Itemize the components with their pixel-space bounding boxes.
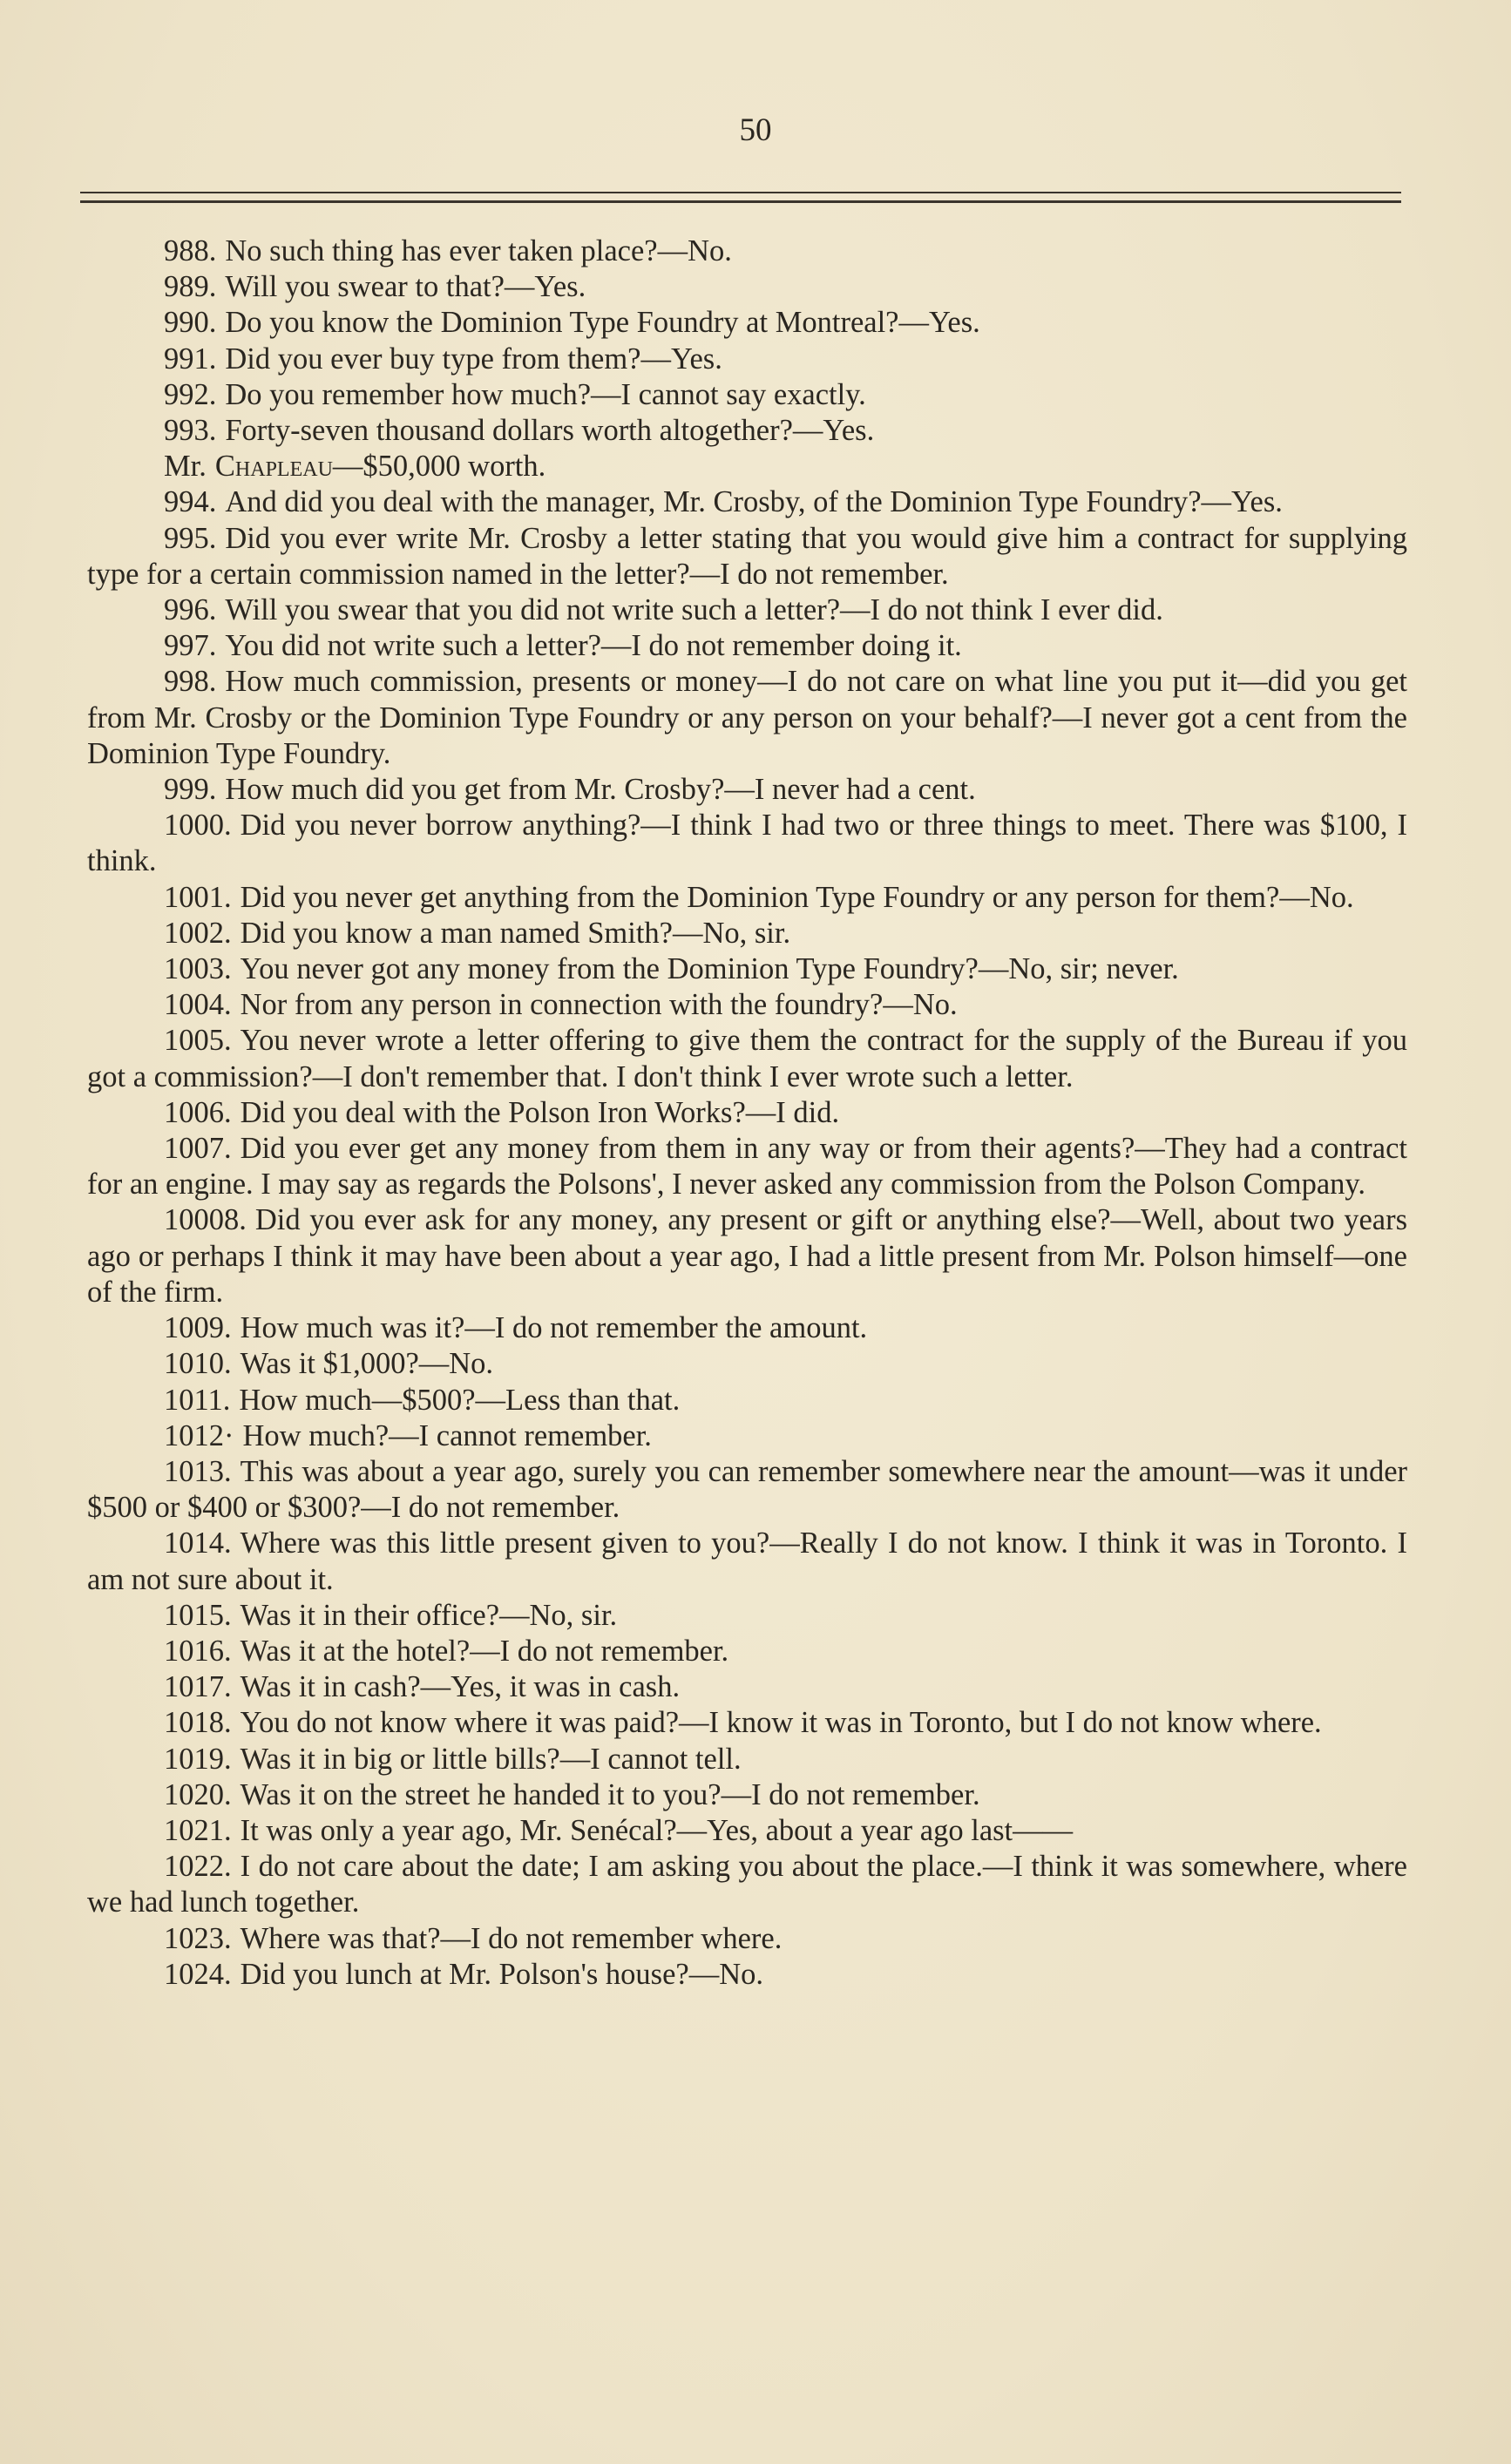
question-answer-text: No such thing has ever taken place?—No. <box>225 234 732 267</box>
testimony-paragraph <box>87 987 1407 1023</box>
testimony-paragraph <box>87 628 1407 664</box>
testimony-paragraph <box>87 1634 1407 1669</box>
question-number: 998. <box>164 665 217 699</box>
testimony-paragraph <box>87 269 1407 305</box>
question-answer-text: I do not care about the date; I am asking you about the place.—I think it was somewhere, where we had lunch together. <box>87 1850 1407 1919</box>
question-number: 989. <box>164 270 217 304</box>
question-answer-text: Was it in big or little bills?—I cannot tell. <box>240 1742 742 1776</box>
question-number: 1020. <box>164 1777 232 1811</box>
question-number: 1000. <box>164 809 232 843</box>
testimony-paragraph <box>87 1957 1407 1993</box>
question-answer-text: Did you know a man named Smith?—No, sir. <box>240 916 791 950</box>
question-number: 1015. <box>164 1598 232 1632</box>
question-number: 997. <box>164 629 217 663</box>
question-answer-text: Forty-seven thousand dollars worth altogether?—Yes. <box>225 414 875 448</box>
question-number: 1022. <box>164 1850 232 1884</box>
speaker-name: Chapleau <box>214 450 333 484</box>
question-number: 990. <box>164 306 217 340</box>
question-answer-text: Where was that?—I do not remember where. <box>240 1921 783 1955</box>
question-number: 993. <box>164 414 217 448</box>
header-rule-top <box>80 192 1401 193</box>
question-answer-text: How much was it?—I do not remember the amount. <box>240 1311 868 1345</box>
question-answer-text: This was about a year ago, surely you can remember somewhere near the amount—was it under $500 or $400 or $300?—I do not remember. <box>87 1454 1407 1525</box>
testimony-paragraph <box>87 484 1407 520</box>
question-number: 1013. <box>164 1454 232 1488</box>
question-number: 994. <box>164 485 217 519</box>
testimony-paragraph <box>87 1202 1407 1310</box>
question-number: 1016. <box>164 1634 232 1668</box>
testimony-body <box>87 234 1407 1993</box>
question-number: 1003. <box>164 952 232 986</box>
testimony-paragraph <box>87 664 1407 772</box>
question-answer-text: Did you never borrow anything?—I think I had two or three things to meet. There was $100, I think. <box>87 809 1407 878</box>
question-number: 1018. <box>164 1706 232 1740</box>
question-number: 1010. <box>164 1347 232 1381</box>
question-number: 1012· <box>164 1418 234 1452</box>
testimony-paragraph <box>87 1777 1407 1813</box>
testimony-paragraph <box>87 305 1407 341</box>
question-answer-text: You never got any money from the Dominion Type Foundry?—No, sir; never. <box>240 952 1179 986</box>
question-number: 1004. <box>164 988 232 1022</box>
question-answer-text: You did not write such a letter?—I do not remember doing it. <box>225 629 962 663</box>
question-answer-text: And did you deal with the manager, Mr. Crosby, of the Dominion Type Foundry?—Yes. <box>225 485 1283 519</box>
testimony-paragraph <box>87 1598 1407 1634</box>
question-answer-text: Did you never get anything from the Dominion Type Foundry or any person for them?—No. <box>240 880 1354 914</box>
question-number: 999. <box>164 773 217 807</box>
testimony-paragraph <box>87 880 1407 916</box>
question-number: 1024. <box>164 1957 232 1991</box>
question-answer-text: Was it on the street he handed it to you?—I do not remember. <box>240 1777 980 1811</box>
question-number: 991. <box>164 342 217 376</box>
question-answer-text: How much commission, presents or money—I do not care on what line you put it—did you get from Mr. Crosby or the Dominion Type Foundry or any person on your behalf?—I never got a cent from the Dominion Type Foundry. <box>87 665 1407 770</box>
question-answer-text: Was it at the hotel?—I do not remember. <box>240 1634 729 1668</box>
question-answer-text: Do you remember how much?—I cannot say exactly. <box>225 377 866 411</box>
testimony-paragraph <box>87 1813 1407 1849</box>
question-number: 995. <box>164 521 217 555</box>
question-number: 10008. <box>164 1203 247 1237</box>
testimony-paragraph <box>87 1023 1407 1094</box>
question-answer-text: It was only a year ago, Mr. Senécal?—Yes, about a year ago last—— <box>240 1813 1074 1847</box>
testimony-paragraph <box>87 1131 1407 1202</box>
testimony-paragraph <box>87 1849 1407 1920</box>
question-answer-text: —$50,000 worth. <box>332 450 546 484</box>
testimony-paragraph <box>87 808 1407 879</box>
question-answer-text: Was it $1,000?—No. <box>240 1347 494 1381</box>
page-number: 50 <box>739 112 772 148</box>
question-answer-text: Was it in cash?—Yes, it was in cash. <box>240 1670 681 1704</box>
testimony-paragraph <box>87 1742 1407 1777</box>
question-answer-text: You do not know where it was paid?—I know it was in Toronto, but I do not know where. <box>240 1706 1322 1740</box>
testimony-paragraph <box>87 234 1407 269</box>
question-number: Mr. <box>164 450 207 484</box>
testimony-paragraph <box>87 1705 1407 1741</box>
question-number: 1014. <box>164 1526 232 1560</box>
question-answer-text: Did you lunch at Mr. Polson's house?—No. <box>240 1957 763 1991</box>
testimony-paragraph <box>87 449 1407 484</box>
question-answer-text: Where was this little present given to you?—Really I do not know. I think it was in Toronto. I am not sure about it. <box>87 1526 1407 1596</box>
testimony-paragraph <box>87 1095 1407 1131</box>
testimony-paragraph <box>87 1669 1407 1705</box>
question-answer-text: Did you ever buy type from them?—Yes. <box>225 342 722 376</box>
question-answer-text: Was it in their office?—No, sir. <box>240 1598 618 1632</box>
testimony-paragraph <box>87 951 1407 987</box>
question-number: 1019. <box>164 1742 232 1776</box>
question-number: 1001. <box>164 880 232 914</box>
question-number: 1021. <box>164 1813 232 1847</box>
question-answer-text: Did you ever get any money from them in any way or from their agents?—They had a contract for an engine. I may say as regards the Polsons', I never asked any commission from the Polson Company. <box>87 1132 1407 1202</box>
testimony-paragraph <box>87 1310 1407 1346</box>
question-answer-text: Do you know the Dominion Type Foundry at Montreal?—Yes. <box>225 306 980 340</box>
question-answer-text: Will you swear that you did not write such a letter?—I do not think I ever did. <box>225 593 1163 627</box>
question-number: 988. <box>164 234 217 267</box>
header-rule-bottom <box>80 200 1401 203</box>
testimony-paragraph <box>87 342 1407 377</box>
question-answer-text: How much—$500?—Less than that. <box>239 1383 681 1417</box>
question-number: 1011. <box>164 1383 231 1417</box>
testimony-paragraph <box>87 592 1407 628</box>
testimony-paragraph <box>87 916 1407 951</box>
testimony-paragraph <box>87 772 1407 808</box>
question-answer-text: Nor from any person in connection with the foundry?—No. <box>240 988 958 1022</box>
question-number: 992. <box>164 377 217 411</box>
question-answer-text: Did you ever ask for any money, any present or gift or anything else?—Well, about two years ago or perhaps I think it may have been about a year ago, I had a little present from Mr. Polson himself—one of the firm. <box>87 1203 1407 1309</box>
testimony-paragraph <box>87 1346 1407 1382</box>
testimony-paragraph <box>87 1921 1407 1957</box>
testimony-paragraph <box>87 377 1407 413</box>
question-number: 1007. <box>164 1132 232 1166</box>
question-number: 1017. <box>164 1670 232 1704</box>
question-number: 1009. <box>164 1311 232 1345</box>
testimony-paragraph <box>87 1418 1407 1454</box>
question-answer-text: Will you swear to that?—Yes. <box>225 270 586 304</box>
question-number: 1002. <box>164 916 232 950</box>
testimony-paragraph <box>87 521 1407 592</box>
question-answer-text: Did you ever write Mr. Crosby a letter stating that you would give him a contract for supplying type for a certain commission named in the letter?—I do not remember. <box>87 521 1407 591</box>
question-number: 996. <box>164 593 217 627</box>
question-number: 1006. <box>164 1095 232 1129</box>
testimony-paragraph <box>87 413 1407 449</box>
question-answer-text: How much?—I cannot remember. <box>242 1418 652 1452</box>
question-number: 1005. <box>164 1024 232 1058</box>
question-number: 1023. <box>164 1921 232 1955</box>
question-answer-text: You never wrote a letter offering to give them the contract for the supply of the Bureau if you got a commission?—I don't remember that. I don't think I ever wrote such a letter. <box>87 1024 1407 1093</box>
testimony-paragraph <box>87 1454 1407 1526</box>
question-answer-text: Did you deal with the Polson Iron Works?—I did. <box>240 1095 840 1129</box>
testimony-paragraph <box>87 1526 1407 1597</box>
testimony-paragraph <box>87 1383 1407 1418</box>
question-answer-text: How much did you get from Mr. Crosby?—I never had a cent. <box>225 773 976 807</box>
